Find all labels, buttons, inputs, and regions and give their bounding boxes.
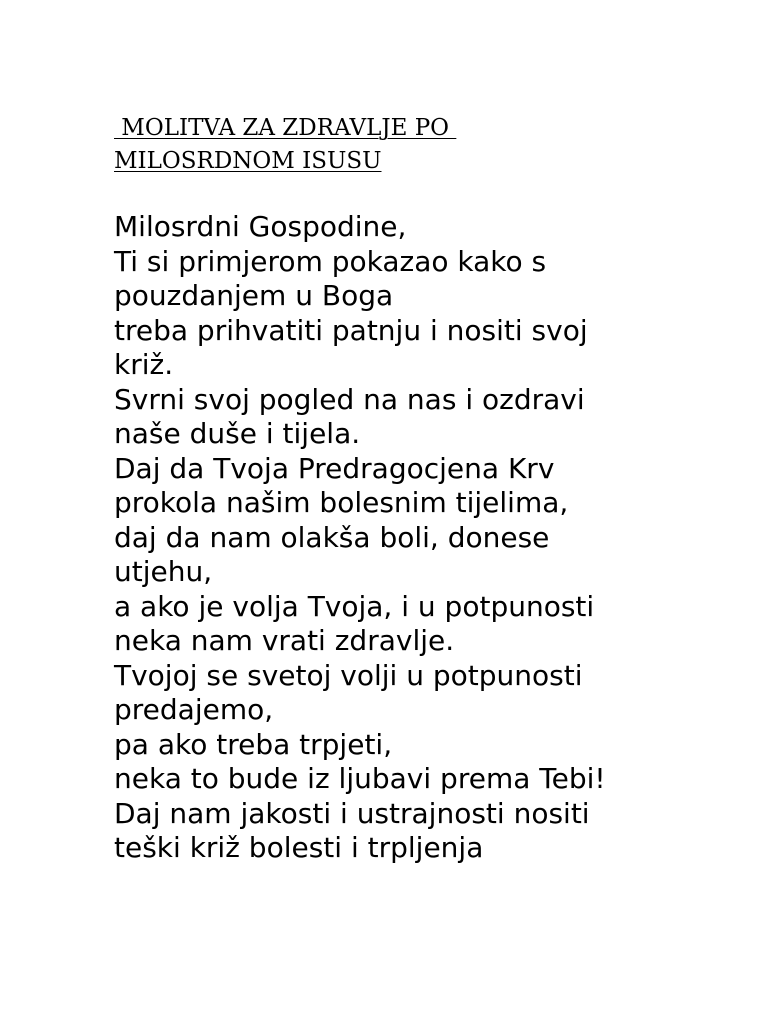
prayer-line: Daj da Tvoja Predragocjena Krv [114,451,555,485]
prayer-line: prokola našim bolesnim tijelima, [114,486,569,519]
prayer-line: Ti si primjerom pokazao kako s [114,244,547,278]
document-title [114,112,674,178]
prayer-line: Svrni svoj pogled na nas i ozdravi [114,382,585,416]
prayer-line: naše duše i tijela. [114,417,361,450]
prayer-line: treba prihvatiti patnju i nositi svoj [114,313,588,347]
prayer-line: križ. [114,348,174,381]
title-line: MOLITVA ZA ZDRAVLJE PO [114,115,457,141]
prayer-text [114,210,754,866]
prayer-line: neka nam vrati zdravlje. [114,624,455,657]
prayer-line: pouzdanjem u Boga [114,279,394,312]
prayer-line: predajemo, [114,693,274,726]
prayer-line: Milosrdni Gospodine, [114,210,407,243]
prayer-line: teški križ bolesti i trpljenja [114,831,484,864]
prayer-line: neka to bude iz ljubavi prema Tebi! [114,762,606,795]
prayer-line: a ako je volja Tvoja, i u potpunosti [114,589,595,623]
prayer-line: daj da nam olakša boli, donese [114,520,550,554]
prayer-line: Tvojoj se svetoj volji u potpunosti [114,658,583,692]
prayer-line: pa ako treba trpjeti, [114,727,393,761]
prayer-line: Daj nam jakosti i ustrajnosti nositi [114,796,590,830]
title-line: MILOSRDNOM ISUSU [114,148,382,174]
prayer-line: utjehu, [114,555,213,588]
